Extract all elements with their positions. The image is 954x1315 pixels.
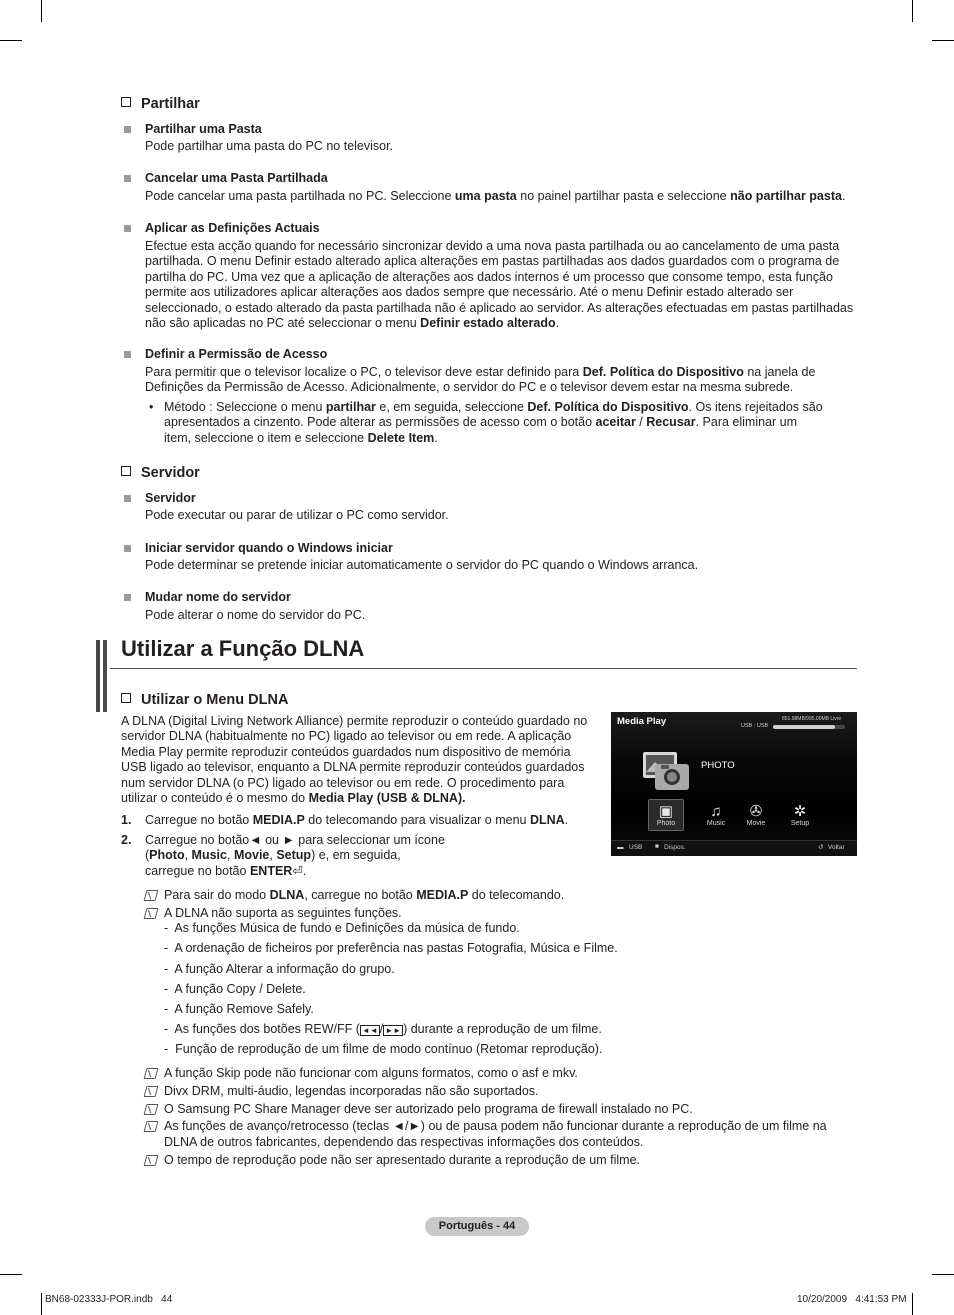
item-title: Cancelar uma Pasta Partilhada xyxy=(145,171,328,185)
item-bullet: Método : Seleccione o menu partilhar e, em seguida, seleccione Def. Política do Dispositivo. Os itens rejeitados são apresentados a cinzento. Pode alterar as permissões de acesso com o botão aceitar / Recusar. Para eliminar um item, seleccione o item e seleccione Delete Item. xyxy=(164,400,823,445)
step-number: 2. xyxy=(121,833,132,847)
step-text: Carregue no botão MEDIA.P do telecomando para visualizar o menu DLNA. xyxy=(145,813,569,827)
bullet-square xyxy=(124,175,131,182)
title-bar-decoration xyxy=(103,640,107,712)
item-body: Efectue esta acção quando for necessário sincronizar devido a uma nova pasta partilhada ou ao cancelamento de uma pasta partilhada. O menu Definir estado alterado aplica alterações em pastas partilhadas aos dados guardados com o programa de partilha do PC. Uma vez que a aplicação de alterações aos dados internos é um processo que consome tempo, esta função permite aos utilizadores aplicar alterações aos dados sempre que necessário. Até o menu Definir estado alterado ser seleccionado, o estado alterado da pasta partilhada não é aplicado ao servidor. As alterações efectuadas em pastas partilhadas não são aplicadas no PC até seleccionar o menu Definir estado alterado. xyxy=(145,239,854,331)
note-icon xyxy=(144,890,159,901)
item-body: Pode partilhar uma pasta do PC no televisor. xyxy=(145,139,394,153)
bullet-square xyxy=(124,495,131,502)
film-reel-icon: ✇ xyxy=(749,803,763,820)
gear-icon: ✲ xyxy=(793,803,807,820)
item-title: Aplicar as Definições Actuais xyxy=(145,221,320,235)
note-text: Divx DRM, multi-áudio, legendas incorporadas não são suportados. xyxy=(164,1084,539,1098)
bullet-square xyxy=(124,351,131,358)
rewind-icon: ◄◄ xyxy=(361,1026,378,1035)
divider xyxy=(110,668,857,669)
page-title: Utilizar a Função DLNA xyxy=(121,636,365,661)
item-body: Pode alterar o nome do servidor do PC. xyxy=(145,608,366,622)
selected-category-label: PHOTO xyxy=(701,760,735,771)
intro-paragraph: A DLNA (Digital Living Network Alliance) permite reproduzir o conteúdo guardado no servidor DLNA (habitualmente no PC) ligado ao televisor ou em rede. A aplicação Media Play permite reproduzir conteúdos guardados num dispositivo de memória USB ligado ao televisor, enquanto a DLNA permite reproduzir conteúdos guardados num servidor DLNA (o PC) ligado ao televisor ou em rede. O procedimento para utilizar o conteúdo é o mesmo do Media Play (USB & DLNA). xyxy=(121,714,588,806)
step-text: Carregue no botão◄ ou ► para seleccionar um ícone (Photo, Music, Movie, Setup) e, em seguida, carregue no botão ENTER⏎. xyxy=(145,833,445,878)
section-heading-partilhar: Partilhar xyxy=(121,96,200,112)
tv-photo-item: ▣ Photo xyxy=(651,804,681,827)
tv-music-item: ♫ Music xyxy=(701,804,731,827)
note-icon xyxy=(144,1086,159,1097)
section-heading-dlna-menu: Utilizar o Menu DLNA xyxy=(121,692,288,708)
list-item: - As funções dos botões REW/FF ( ◄◄ / ►► ) durante a reprodução de um filme. xyxy=(164,1022,602,1036)
fast-forward-icon: ►► xyxy=(385,1026,402,1035)
bullet-dot: • xyxy=(149,400,154,414)
print-timestamp: 10/20/2009 4:41:53 PM xyxy=(797,1294,907,1305)
storage-size: 851.98MB/995.00MB Livre xyxy=(782,716,842,722)
item-title: Iniciar servidor quando o Windows iniciar xyxy=(145,541,393,555)
tv-footer: ▬ USB ■ Dispos. ↺ Voltar xyxy=(611,840,857,856)
media-play-screenshot xyxy=(611,712,857,856)
photo-icon: ▣ xyxy=(658,803,674,820)
list-item: - A ordenação de ficheiros por preferência nas pastas Fotografia, Música e Filme. xyxy=(164,941,618,955)
page-number-badge: Português - 44 xyxy=(425,1217,529,1236)
stop-icon: ■ xyxy=(655,843,659,850)
note-text: O tempo de reprodução pode não ser apresentado durante a reprodução de um filme. xyxy=(164,1153,641,1167)
storage-bar-fill xyxy=(773,725,835,729)
note-icon xyxy=(144,1155,159,1166)
bullet-square xyxy=(124,126,131,133)
return-icon: ↺ xyxy=(818,844,824,851)
note-text: Para sair do modo DLNA, carregue no botão MEDIA.P do telecomando. xyxy=(164,888,565,902)
list-item: - A função Remove Safely. xyxy=(164,1002,314,1016)
title-bar-decoration xyxy=(96,640,100,712)
item-title: Servidor xyxy=(145,491,196,505)
bullet-square xyxy=(124,225,131,232)
item-body: Pode cancelar uma pasta partilhada no PC. Seleccione uma pasta no painel partilhar pasta e seleccione não partilhar pasta. xyxy=(145,189,846,203)
list-item: - Função de reprodução de um filme de modo contínuo (Retomar reprodução). xyxy=(164,1042,603,1056)
tv-movie-item: ✇ Movie xyxy=(741,804,771,827)
item-body: Para permitir que o televisor localize o PC, o televisor deve estar definido para Def. Política do Dispositivo na janela de Definições da Permissão de Acesso. Adicionalmente, o servidor do PC e o televisor devem estar na mesma subrede. xyxy=(145,365,816,395)
usb-label: USB : USB xyxy=(741,723,769,729)
enter-icon: ⏎ xyxy=(292,863,303,878)
step-number: 1. xyxy=(121,813,132,827)
note-icon xyxy=(144,1104,159,1115)
note-icon xyxy=(144,1121,159,1132)
item-title: Definir a Permissão de Acesso xyxy=(145,347,328,361)
list-item: - A função Copy / Delete. xyxy=(164,982,306,996)
section-heading-servidor: Servidor xyxy=(121,465,200,481)
item-title: Mudar nome do servidor xyxy=(145,590,291,604)
usb-icon: ▬ xyxy=(617,844,624,851)
bullet-square xyxy=(124,594,131,601)
item-body: Pode executar ou parar de utilizar o PC como servidor. xyxy=(145,508,449,522)
music-icon: ♫ xyxy=(710,803,722,820)
note-icon xyxy=(144,908,159,919)
note-text: O Samsung PC Share Manager deve ser autorizado pelo programa de firewall instalado no PC. xyxy=(164,1102,693,1116)
media-play-title: Media Play xyxy=(617,716,667,727)
note-text: A DLNA não suporta as seguintes funções. xyxy=(164,906,402,920)
note-text: A função Skip pode não funcionar com alguns formatos, como o asf e mkv. xyxy=(164,1066,578,1080)
bullet-square xyxy=(124,545,131,552)
storage-bar xyxy=(773,725,845,729)
item-body: Pode determinar se pretende iniciar automaticamente o servidor do PC quando o Windows arranca. xyxy=(145,558,699,572)
note-text: As funções de avanço/retrocesso (teclas ◄/►) ou de pausa podem não funcionar durante a reprodução de um filme na DLNA de outros fabricantes, dependendo das respectivas informações dos conteúdos. xyxy=(164,1119,827,1149)
list-item: - A função Alterar a informação do grupo. xyxy=(164,962,395,976)
note-icon xyxy=(144,1068,159,1079)
tv-setup-item: ✲ Setup xyxy=(785,804,815,827)
file-info: BN68-02333J-POR.indb 44 xyxy=(45,1294,173,1305)
photo-folder-icon xyxy=(641,748,691,792)
item-title: Partilhar uma Pasta xyxy=(145,122,262,136)
list-item: - As funções Música de fundo e Definições da música de fundo. xyxy=(164,921,520,935)
